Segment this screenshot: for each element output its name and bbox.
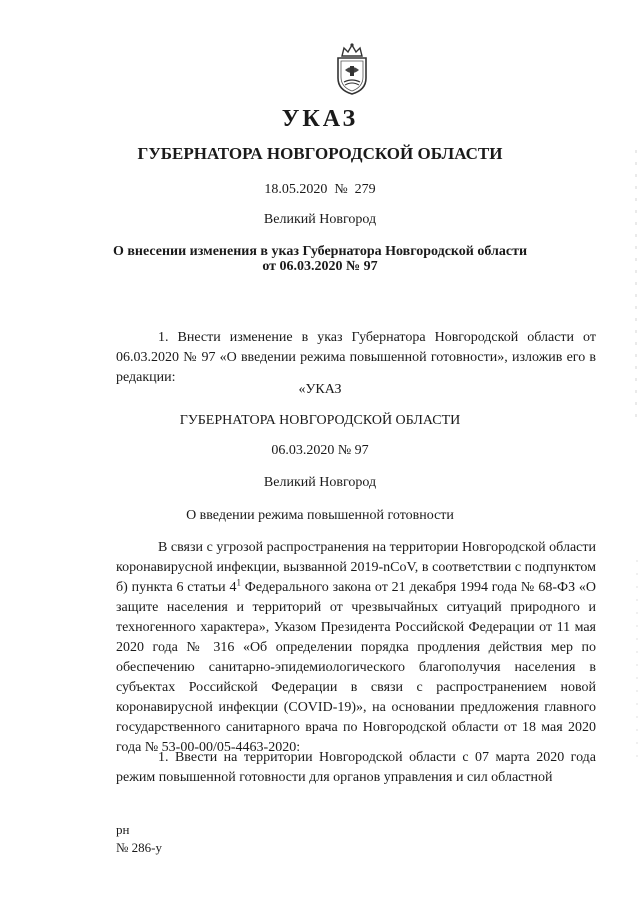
quoted-date-number: 06.03.2020 № 97 xyxy=(271,443,369,458)
title-line-2: от 06.03.2020 № 97 xyxy=(262,259,378,274)
title-line-1: О внесении изменения в указ Губернатора Новгородской области xyxy=(112,244,528,259)
quoted-document-type: «УКАЗ xyxy=(298,382,342,397)
footer-line-2: № 286-у xyxy=(116,840,162,855)
quoted-city: Великий Новгород xyxy=(263,475,377,490)
preamble-part-2: Федерального закона от 21 декабря 1994 года № 68-ФЗ «О защите населения и территорий от чрезвычайных ситуаций природного и техногенного характера», Указом Президента Российской Федерации от 11 мая 2020 года № 316 «Об определении порядка продления действия мер по обеспечению санитарно-эпидемиологического благополучия населения в субъектах Российской Федерации в связи с распространением новой коронавирусной инфекции (COVID-19)», на основании предложения главного государственного санитарного врача по Новгородской области от 18 мая 2020 года № 53-00-00/05-4463-2020: xyxy=(116,580,596,755)
intro-paragraph: 1. Внести изменение в указ Губернатора Новгородской области от 06.03.2020 № 97 «О введении режима повышенной готовности», изложив его в редакции: xyxy=(116,330,596,385)
item-1-paragraph: 1. Ввести на территории Новгородской области с 07 марта 2020 года режим повышенной готовности для органов управления и сил областной xyxy=(116,750,596,785)
preamble-part-1: В связи с угрозой распространения на территории Новгородской области коронавирусной инфекции, вызванной 2019-nCoV, в соответствии с подпунктом б) пункта 6 статьи 4 xyxy=(116,540,596,595)
scan-edge-marks xyxy=(630,0,640,905)
footer-reference xyxy=(116,821,162,857)
number-sign: № xyxy=(334,182,348,197)
footer-line-1: рн xyxy=(116,822,130,837)
issuer-title: ГУБЕРНАТОРА НОВГОРОДСКОЙ ОБЛАСТИ xyxy=(137,144,503,163)
document-number: 279 xyxy=(354,182,376,197)
preamble-superscript: 1 xyxy=(236,577,241,588)
document-type: УКАЗ xyxy=(281,106,359,132)
quoted-issuer: ГУБЕРНАТОРА НОВГОРОДСКОЙ ОБЛАСТИ xyxy=(179,413,461,428)
document-date: 18.05.2020 xyxy=(264,182,328,197)
quoted-title: О введении режима повышенной готовности xyxy=(186,508,454,523)
preamble-paragraph xyxy=(116,538,596,758)
coat-of-arms-icon xyxy=(328,40,376,96)
date-number-line xyxy=(0,182,640,198)
city: Великий Новгород xyxy=(263,212,377,227)
document-title xyxy=(40,244,600,274)
